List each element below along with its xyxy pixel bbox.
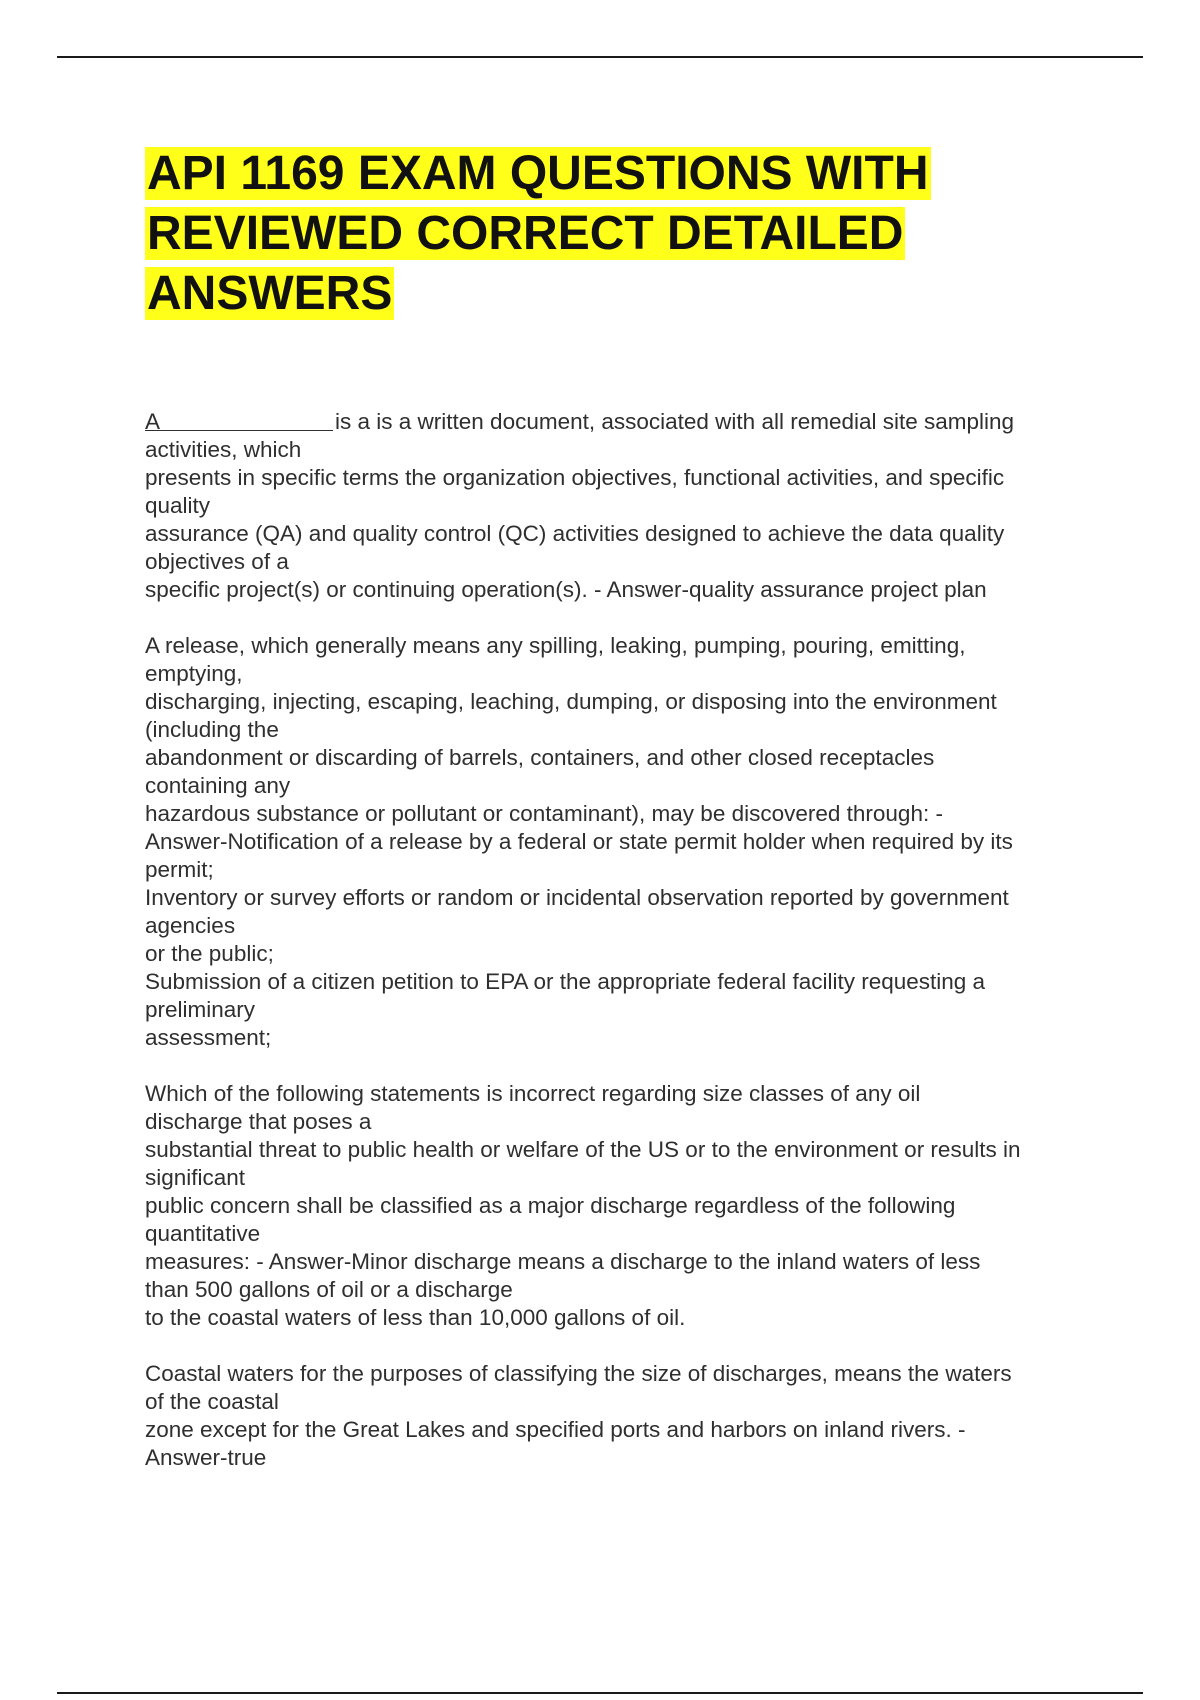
text-line: emptying, <box>145 661 243 686</box>
text-line: Coastal waters for the purposes of classifying the size of discharges, means the waters <box>145 1361 1012 1386</box>
question-entry-1 <box>145 408 1085 604</box>
text-line: agencies <box>145 913 236 938</box>
text-line: or the public; <box>145 941 274 966</box>
text-line: preliminary <box>145 997 256 1022</box>
text-line: Answer-Notification of a release by a federal or state permit holder when required by its <box>145 829 1013 854</box>
text-line: Submission of a citizen petition to EPA or the appropriate federal facility requesting a <box>145 969 986 994</box>
text-line: Which of the following statements is incorrect regarding size classes of any oil <box>145 1081 921 1106</box>
text-line: activities, which <box>145 437 302 462</box>
text-line: quality <box>145 493 211 518</box>
text-line: objectives of a <box>145 549 289 574</box>
text-line: containing any <box>145 773 291 798</box>
text-line: assurance (QA) and quality control (QC) activities designed to achieve the data quality <box>145 521 1005 546</box>
text-line: A is a is a written document, associated with all remedial site sampling <box>145 409 1015 434</box>
text-line: significant <box>145 1165 246 1190</box>
text-line: of the coastal <box>145 1389 279 1414</box>
title-line-2: REVIEWED CORRECT DETAILED <box>147 207 904 260</box>
text-line: substantial threat to public health or welfare of the US or to the environment or results in <box>145 1137 1021 1162</box>
text-line: than 500 gallons of oil or a discharge <box>145 1277 513 1302</box>
title-line-1: API 1169 EXAM QUESTIONS WITH <box>147 147 929 200</box>
text-line: abandonment or discarding of barrels, containers, and other closed receptacles <box>145 745 935 770</box>
text-line: zone except for the Great Lakes and specified ports and harbors on inland rivers. - <box>145 1417 966 1442</box>
text-line: quantitative <box>145 1221 261 1246</box>
text-line: (including the <box>145 717 279 742</box>
title-line-3: ANSWERS <box>147 267 393 320</box>
text-line: measures: - Answer-Minor discharge means a discharge to the inland waters of less <box>145 1249 981 1274</box>
text-line: hazardous substance or pollutant or contaminant), may be discovered through: - <box>145 801 943 826</box>
text-line: discharge that poses a <box>145 1109 372 1134</box>
bottom-rule <box>57 1692 1143 1694</box>
text-line: public concern shall be classified as a major discharge regardless of the following <box>145 1193 956 1218</box>
top-rule <box>57 56 1143 58</box>
text-line: discharging, injecting, escaping, leaching, dumping, or disposing into the environment <box>145 689 997 714</box>
text-line: assessment; <box>145 1025 272 1050</box>
question-entry-2 <box>145 632 1085 1052</box>
document-title <box>145 144 1045 324</box>
question-entry-4 <box>145 1360 1085 1472</box>
fill-in-blank: A <box>145 408 333 431</box>
text-line: specific project(s) or continuing operation(s). - Answer-quality assurance project plan <box>145 577 987 602</box>
text-line: to the coastal waters of less than 10,000 gallons of oil. <box>145 1305 686 1330</box>
text-line: Answer-true <box>145 1445 267 1470</box>
document-body <box>145 408 1085 1500</box>
text-line: Inventory or survey efforts or random or incidental observation reported by government <box>145 885 1009 910</box>
text-line: A release, which generally means any spilling, leaking, pumping, pouring, emitting, <box>145 633 966 658</box>
text-line: permit; <box>145 857 214 882</box>
question-entry-3 <box>145 1080 1085 1332</box>
text-line: presents in specific terms the organization objectives, functional activities, and specific <box>145 465 1005 490</box>
